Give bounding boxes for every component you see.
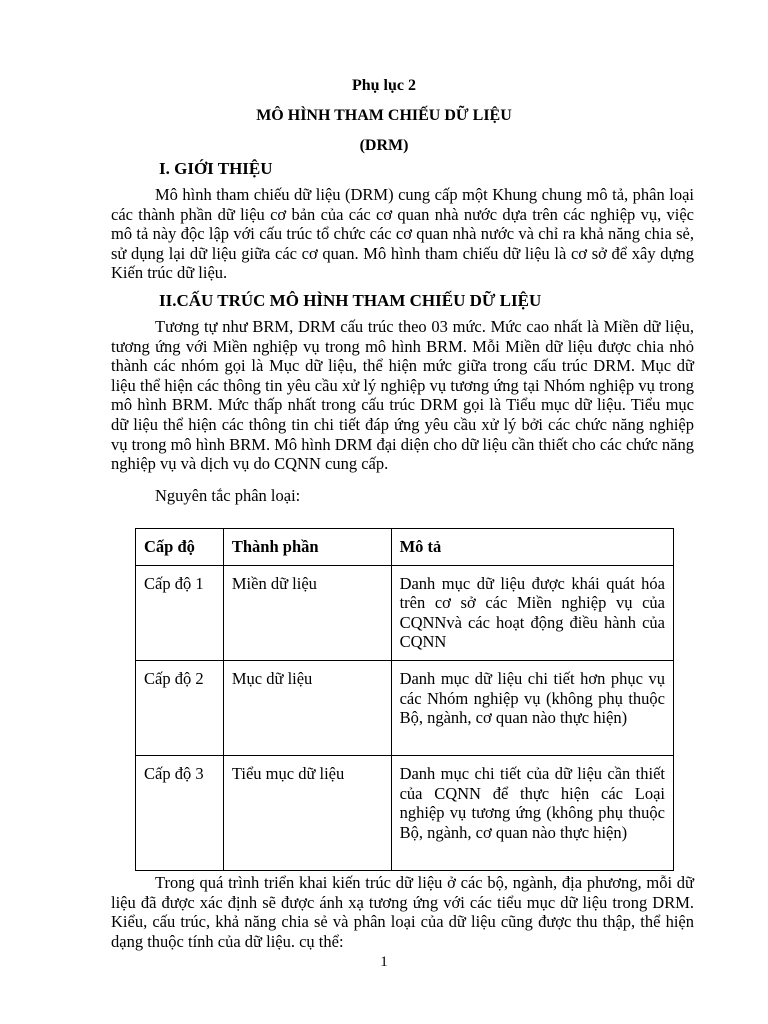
table-cell-description: Danh mục dữ liệu được khái quát hóa trên cơ sở các Miền nghiệp vụ của CQNNvà các hoạt động điều hành của CQNN [391, 565, 673, 660]
table-header-row [136, 529, 674, 566]
section-introduction [0, 158, 768, 283]
table-header-cell: Thành phần [223, 529, 391, 566]
section-heading: II.CẤU TRÚC MÔ HÌNH THAM CHIẾU DỮ LIỆU [159, 291, 542, 310]
table-cell-component: Tiểu mục dữ liệu [223, 755, 391, 870]
document-abbreviation: (DRM) [359, 137, 409, 154]
document-title: MÔ HÌNH THAM CHIẾU DỮ LIỆU [256, 107, 512, 124]
table-cell-level: Cấp độ 1 [136, 565, 224, 660]
table-row [136, 755, 674, 870]
table-row [136, 660, 674, 755]
section-heading: I. GIỚI THIỆU [159, 159, 273, 178]
section-structure [0, 290, 768, 506]
appendix-label: Phụ lục 2 [351, 77, 416, 94]
page-number: 1 [380, 954, 388, 970]
table-cell-component: Miền dữ liệu [223, 565, 391, 660]
table-cell-description: Danh mục chi tiết của dữ liệu cần thiết của CQNN để thực hiện các Loại nghiệp vụ tương ứng (không phụ thuộc Bộ, ngành, cơ quan nào thực hiện) [391, 755, 673, 870]
table-cell-component: Mục dữ liệu [223, 660, 391, 755]
section-paragraph: Mô hình tham chiếu dữ liệu (DRM) cung cấp một Khung chung mô tả, phân loại các thành phần dữ liệu cơ bản của các cơ quan nhà nước dựa trên các nghiệp vụ, việc mô tả này độc lập với cấu trúc tổ chức các cơ quan nhà nước và chỉ ra khả năng chia sẻ, sử dụng lại dữ liệu giữa các cơ quan. Mô hình tham chiếu dữ liệu là cơ sở để xây dựng Kiến trúc dữ liệu. [111, 185, 694, 283]
closing-section [0, 873, 768, 951]
table-header-cell: Mô tả [391, 529, 673, 566]
table-row [136, 565, 674, 660]
closing-paragraph: Trong quá trình triển khai kiến trúc dữ liệu ở các bộ, ngành, địa phương, mỗi dữ liệu đã được xác định sẽ được ánh xạ tương ứng với các tiểu mục dữ liệu trong DRM. Kiểu, cấu trúc, khả năng chia sẻ và phân loại của dữ liệu cũng được thu thập, thể hiện dạng thuộc tính của dữ liệu. cụ thể: [111, 873, 694, 951]
document-header [0, 76, 768, 156]
classification-table [135, 528, 674, 871]
section-paragraph: Tương tự như BRM, DRM cấu trúc theo 03 mức. Mức cao nhất là Miền dữ liệu, tương ứng với Miền nghiệp vụ trong mô hình BRM. Mỗi Miền dữ liệu được chia nhỏ thành các nhóm gọi là Mục dữ liệu, thể hiện mức giữa trong cấu trúc DRM. Mục dữ liệu thể hiện các thông tin yêu cầu xử lý nghiệp vụ tương ứng tại Nhóm nghiệp vụ trong mô hình BRM. Mức thấp nhất trong cấu trúc DRM gọi là Tiểu mục dữ liệu. Tiểu mục dữ liệu thể hiện các thông tin chi tiết đáp ứng yêu cầu xử lý bởi các chức năng nghiệp vụ trong mô hình BRM. Mô hình DRM đại diện cho dữ liệu cần thiết cho các chức năng nghiệp vụ và dịch vụ do CQNN cung cấp. [111, 317, 694, 474]
table-cell-level: Cấp độ 3 [136, 755, 224, 870]
table-header-cell: Cấp độ [136, 529, 224, 566]
classification-label: Nguyên tắc phân loại: [155, 485, 301, 505]
table-cell-level: Cấp độ 2 [136, 660, 224, 755]
table-cell-description: Danh mục dữ liệu chi tiết hơn phục vụ các Nhóm nghiệp vụ (không phụ thuộc Bộ, ngành, cơ quan nào thực hiện) [391, 660, 673, 755]
